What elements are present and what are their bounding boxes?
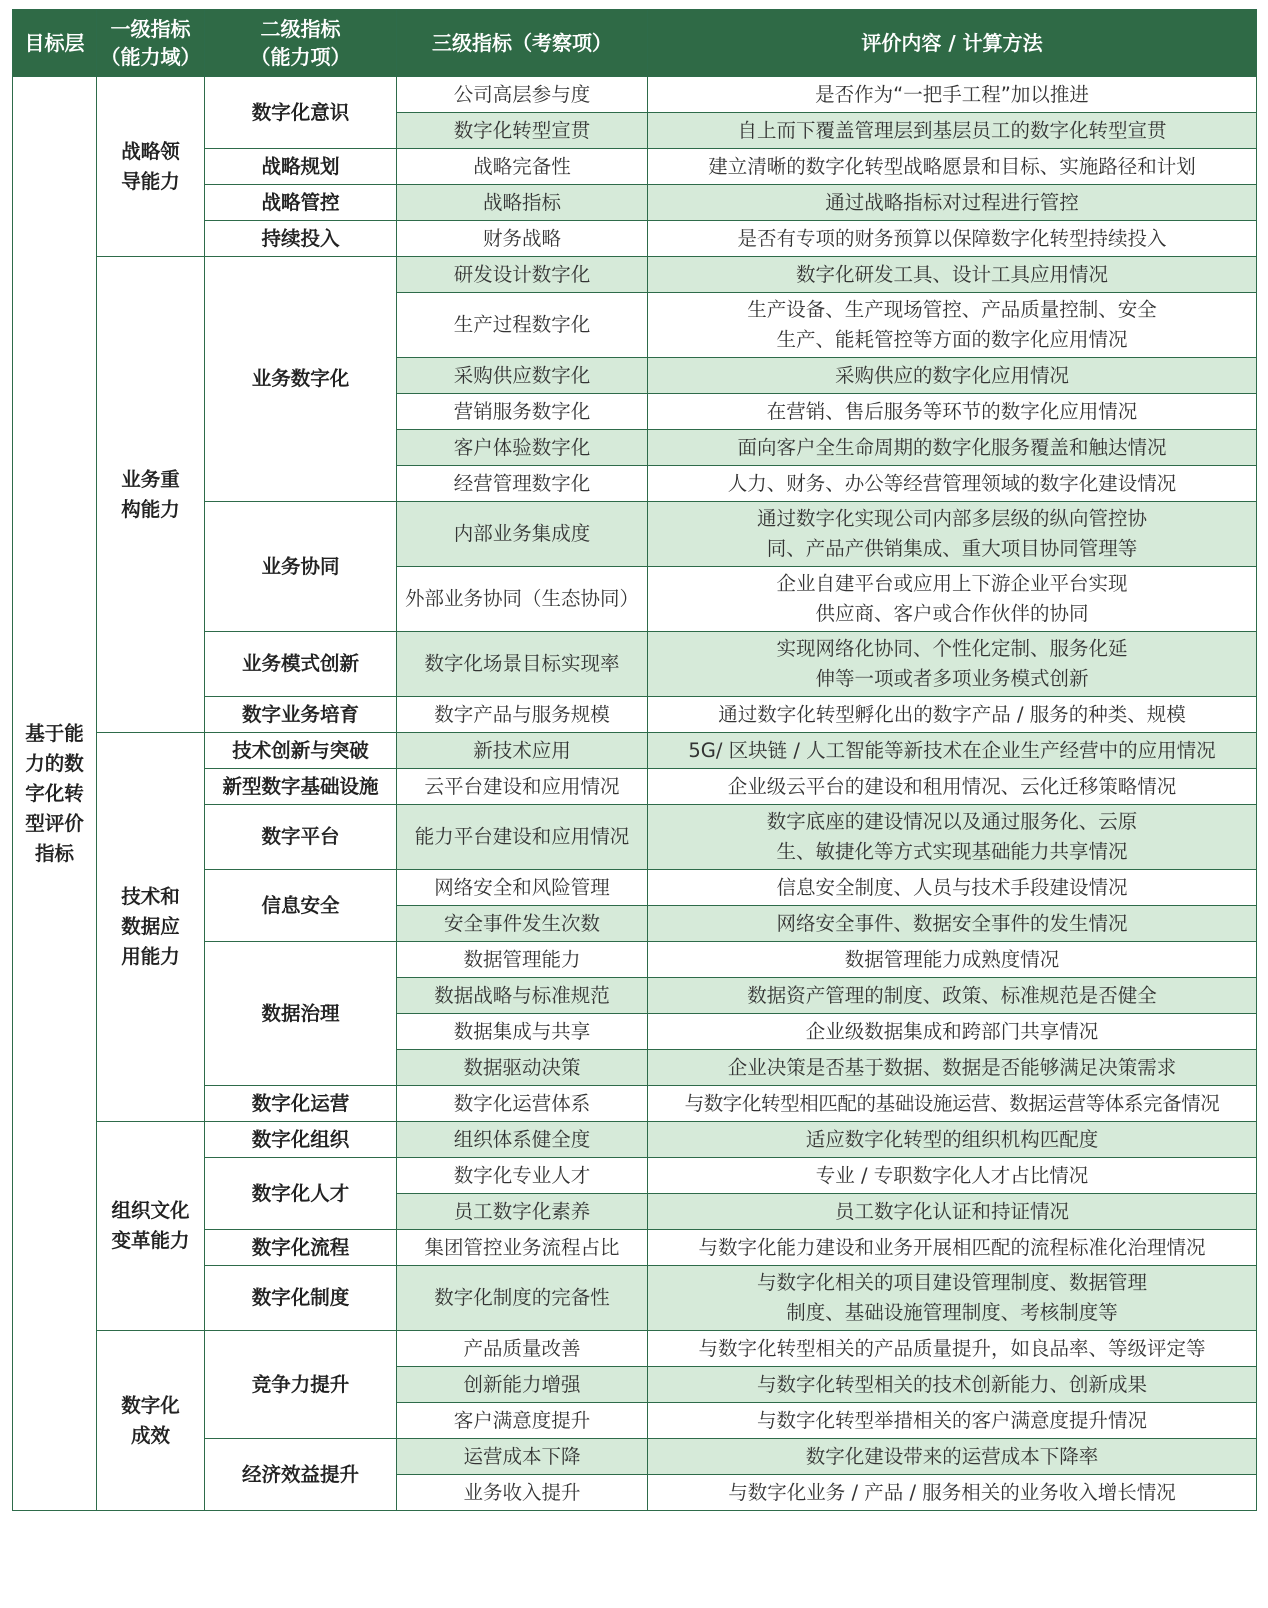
level3-cell: 网络安全和风险管理: [397, 870, 648, 906]
header-target-layer: 目标层: [13, 10, 97, 77]
evaluation-cell: 人力、财务、办公等经营管理领域的数字化建设情况: [648, 466, 1257, 502]
level3-cell: 数据驱动决策: [397, 1050, 648, 1086]
evaluation-cell: 采购供应的数字化应用情况: [648, 358, 1257, 394]
level3-cell: 员工数字化素养: [397, 1194, 648, 1230]
level3-cell: 创新能力增强: [397, 1367, 648, 1403]
level1-cell: 业务重 构能力: [97, 257, 205, 733]
table-row: [13, 257, 1257, 293]
level2-cell: 数字化组织: [205, 1122, 397, 1158]
level3-cell: 外部业务协同（生态协同）: [397, 567, 648, 632]
evaluation-cell: 网络安全事件、数据安全事件的发生情况: [648, 906, 1257, 942]
evaluation-cell: 企业自建平台或应用上下游企业平台实现 供应商、客户或合作伙伴的协同: [648, 567, 1257, 632]
level3-cell: 云平台建设和应用情况: [397, 769, 648, 805]
level3-cell: 经营管理数字化: [397, 466, 648, 502]
table-row: [13, 77, 1257, 113]
level3-cell: 财务战略: [397, 221, 648, 257]
level3-cell: 业务收入提升: [397, 1475, 648, 1511]
evaluation-cell: 与数字化转型相关的技术创新能力、创新成果: [648, 1367, 1257, 1403]
table-row: [13, 733, 1257, 769]
level2-cell: 数字化意识: [205, 77, 397, 149]
evaluation-cell: 自上而下覆盖管理层到基层员工的数字化转型宣贯: [648, 113, 1257, 149]
evaluation-cell: 企业级云平台的建设和租用情况、云化迁移策略情况: [648, 769, 1257, 805]
level3-cell: 生产过程数字化: [397, 293, 648, 358]
level2-cell: 数字平台: [205, 805, 397, 870]
evaluation-cell: 建立清晰的数字化转型战略愿景和目标、实施路径和计划: [648, 149, 1257, 185]
level3-cell: 数字化转型宣贯: [397, 113, 648, 149]
level2-cell: 信息安全: [205, 870, 397, 942]
level2-cell: 数字化人才: [205, 1158, 397, 1230]
level3-cell: 运营成本下降: [397, 1439, 648, 1475]
header-row: [13, 10, 1257, 77]
level1-cell: 战略领 导能力: [97, 77, 205, 257]
level2-cell: 新型数字基础设施: [205, 769, 397, 805]
level3-cell: 数字化场景目标实现率: [397, 632, 648, 697]
level2-cell: 经济效益提升: [205, 1439, 397, 1511]
level1-cell: 组织文化 变革能力: [97, 1122, 205, 1331]
evaluation-cell: 与数字化业务 / 产品 / 服务相关的业务收入增长情况: [648, 1475, 1257, 1511]
evaluation-cell: 适应数字化转型的组织机构匹配度: [648, 1122, 1257, 1158]
level3-cell: 营销服务数字化: [397, 394, 648, 430]
evaluation-cell: 员工数字化认证和持证情况: [648, 1194, 1257, 1230]
evaluation-cell: 企业决策是否基于数据、数据是否能够满足决策需求: [648, 1050, 1257, 1086]
level3-cell: 数据战略与标准规范: [397, 978, 648, 1014]
evaluation-cell: 通过数字化实现公司内部多层级的纵向管控协 同、产品产供销集成、重大项目协同管理等: [648, 502, 1257, 567]
indicator-table: [12, 9, 1257, 1511]
level2-cell: 业务数字化: [205, 257, 397, 502]
evaluation-cell: 是否有专项的财务预算以保障数字化转型持续投入: [648, 221, 1257, 257]
level2-cell: 持续投入: [205, 221, 397, 257]
level2-cell: 数字化运营: [205, 1086, 397, 1122]
level3-cell: 数字化运营体系: [397, 1086, 648, 1122]
level3-cell: 内部业务集成度: [397, 502, 648, 567]
evaluation-cell: 企业级数据集成和跨部门共享情况: [648, 1014, 1257, 1050]
level3-cell: 组织体系健全度: [397, 1122, 648, 1158]
level3-cell: 数字化制度的完备性: [397, 1266, 648, 1331]
level1-cell: 数字化 成效: [97, 1331, 205, 1511]
evaluation-cell: 与数字化相关的项目建设管理制度、数据管理 制度、基础设施管理制度、考核制度等: [648, 1266, 1257, 1331]
evaluation-cell: 生产设备、生产现场管控、产品质量控制、安全 生产、能耗管控等方面的数字化应用情况: [648, 293, 1257, 358]
evaluation-cell: 专业 / 专职数字化人才占比情况: [648, 1158, 1257, 1194]
level3-cell: 集团管控业务流程占比: [397, 1230, 648, 1266]
target-layer-cell: 基于能 力的数 字化转 型评价 指标: [13, 77, 97, 1511]
evaluation-cell: 信息安全制度、人员与技术手段建设情况: [648, 870, 1257, 906]
level3-cell: 数字产品与服务规模: [397, 697, 648, 733]
level2-cell: 数据治理: [205, 942, 397, 1086]
evaluation-cell: 数据资产管理的制度、政策、标准规范是否健全: [648, 978, 1257, 1014]
evaluation-cell: 通过数字化转型孵化出的数字产品 / 服务的种类、规模: [648, 697, 1257, 733]
evaluation-cell: 数据管理能力成熟度情况: [648, 942, 1257, 978]
evaluation-cell: 与数字化能力建设和业务开展相匹配的流程标准化治理情况: [648, 1230, 1257, 1266]
level3-cell: 研发设计数字化: [397, 257, 648, 293]
header-level3: 三级指标（考察项）: [397, 10, 648, 77]
evaluation-cell: 数字化研发工具、设计工具应用情况: [648, 257, 1257, 293]
evaluation-cell: 通过战略指标对过程进行管控: [648, 185, 1257, 221]
level3-cell: 数字化专业人才: [397, 1158, 648, 1194]
level2-cell: 数字业务培育: [205, 697, 397, 733]
evaluation-cell: 数字底座的建设情况以及通过服务化、云原 生、敏捷化等方式实现基础能力共享情况: [648, 805, 1257, 870]
header-level2: 二级指标 （能力项）: [205, 10, 397, 77]
evaluation-cell: 5G/ 区块链 / 人工智能等新技术在企业生产经营中的应用情况: [648, 733, 1257, 769]
level2-cell: 战略管控: [205, 185, 397, 221]
level3-cell: 安全事件发生次数: [397, 906, 648, 942]
level3-cell: 数据集成与共享: [397, 1014, 648, 1050]
evaluation-cell: 与数字化转型举措相关的客户满意度提升情况: [648, 1403, 1257, 1439]
evaluation-cell: 在营销、售后服务等环节的数字化应用情况: [648, 394, 1257, 430]
header-evaluation: 评价内容 / 计算方法: [648, 10, 1257, 77]
level2-cell: 数字化制度: [205, 1266, 397, 1331]
level1-cell: 技术和 数据应 用能力: [97, 733, 205, 1122]
evaluation-cell: 实现网络化协同、个性化定制、服务化延 伸等一项或者多项业务模式创新: [648, 632, 1257, 697]
level3-cell: 公司高层参与度: [397, 77, 648, 113]
level3-cell: 产品质量改善: [397, 1331, 648, 1367]
evaluation-cell: 是否作为“一把手工程”加以推进: [648, 77, 1257, 113]
evaluation-cell: 与数字化转型相关的产品质量提升，如良品率、等级评定等: [648, 1331, 1257, 1367]
level3-cell: 新技术应用: [397, 733, 648, 769]
level3-cell: 数据管理能力: [397, 942, 648, 978]
level3-cell: 采购供应数字化: [397, 358, 648, 394]
level2-cell: 战略规划: [205, 149, 397, 185]
level2-cell: 业务模式创新: [205, 632, 397, 697]
level2-cell: 竞争力提升: [205, 1331, 397, 1439]
level2-cell: 数字化流程: [205, 1230, 397, 1266]
level3-cell: 客户满意度提升: [397, 1403, 648, 1439]
header-level1: 一级指标 （能力域）: [97, 10, 205, 77]
evaluation-cell: 面向客户全生命周期的数字化服务覆盖和触达情况: [648, 430, 1257, 466]
level2-cell: 业务协同: [205, 502, 397, 632]
table-row: [13, 1122, 1257, 1158]
table-row: [13, 1331, 1257, 1367]
level2-cell: 技术创新与突破: [205, 733, 397, 769]
level3-cell: 能力平台建设和应用情况: [397, 805, 648, 870]
level3-cell: 战略指标: [397, 185, 648, 221]
evaluation-cell: 数字化建设带来的运营成本下降率: [648, 1439, 1257, 1475]
evaluation-cell: 与数字化转型相匹配的基础设施运营、数据运营等体系完备情况: [648, 1086, 1257, 1122]
level3-cell: 客户体验数字化: [397, 430, 648, 466]
level3-cell: 战略完备性: [397, 149, 648, 185]
